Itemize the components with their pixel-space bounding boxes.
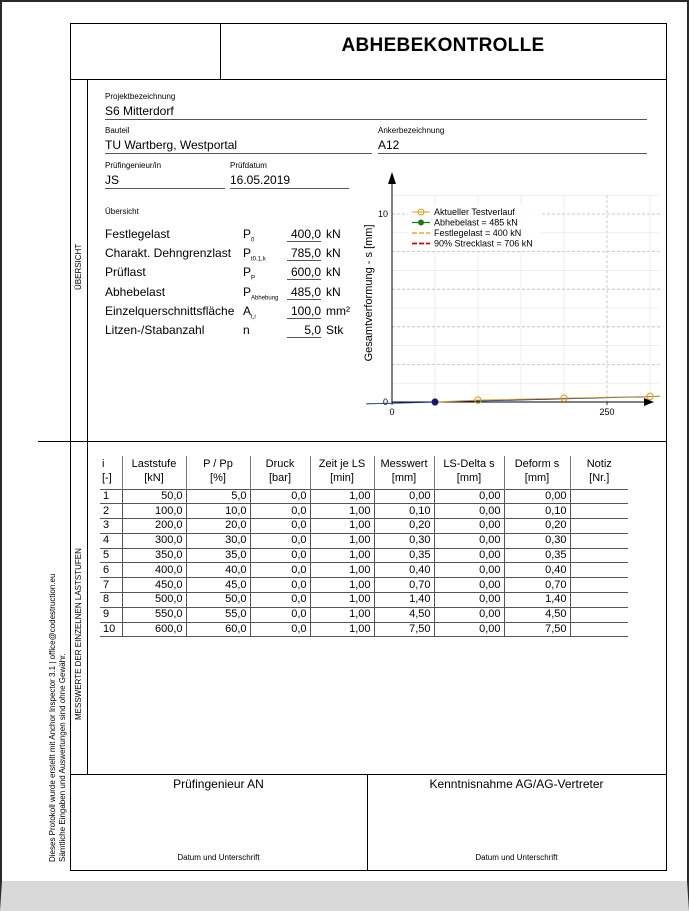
table-cell: 10,0	[186, 504, 250, 519]
table-cell: 4	[100, 533, 122, 548]
table-cell: 0,00	[434, 563, 504, 578]
table-header-label: Zeit je LS	[318, 458, 366, 470]
table-cell: 5	[100, 548, 122, 563]
table-cell: 1,00	[310, 504, 374, 519]
table-header-row	[100, 456, 628, 489]
signature-right-title: Kenntnisnahme AG/AG-Vertreter	[429, 777, 604, 791]
table-row	[100, 622, 628, 637]
table-cell: 30,0	[186, 533, 250, 548]
border-title-bottom	[70, 79, 667, 80]
test-date-label: Prüfdatum	[230, 161, 267, 170]
param-value: 100,0	[287, 304, 321, 319]
signature-left-subtitle: Datum und Unterschrift	[177, 853, 260, 862]
table-cell: 0,0	[250, 622, 310, 637]
overview-heading: Übersicht	[105, 207, 139, 216]
table-cell: 0,00	[374, 489, 434, 504]
table-cell: 0,0	[250, 578, 310, 593]
y-axis-label: Gesamtverformung - s [mm]	[363, 224, 375, 362]
signature-left-title: Prüfingenieur AN	[173, 777, 264, 791]
legend-label: Aktueller Testverlauf	[434, 207, 515, 217]
test-date-value: 16.05.2019	[230, 173, 349, 189]
footer-note-line2: Sämtliche Eingaben und Auswertungen sind ohne Gewähr.	[58, 653, 67, 862]
table-cell: 0,0	[250, 548, 310, 563]
table-cell: 0,0	[250, 504, 310, 519]
footer-note-line1: Dieses Protokoll wurde erstellt mit Anchor Inspector 3.1 | office@codestruction.eu	[48, 573, 57, 862]
table-cell	[570, 622, 628, 637]
table-cell: 4,50	[374, 607, 434, 622]
table-cell: 0,0	[250, 593, 310, 608]
anchor-label: Ankerbezeichnung	[378, 126, 445, 135]
table-header-cell	[250, 456, 310, 489]
table-cell: 0,35	[374, 548, 434, 563]
table-cell: 8	[100, 593, 122, 608]
table-header-unit: [Nr.]	[589, 472, 610, 484]
component-value: TU Wartberg, Westportal	[105, 138, 372, 154]
table-cell: 0,0	[250, 563, 310, 578]
table-cell: 0,20	[374, 519, 434, 534]
table-cell: 0,00	[434, 504, 504, 519]
table-header-cell	[310, 456, 374, 489]
table-cell: 0,0	[250, 519, 310, 534]
param-label: Prüflast	[105, 265, 146, 280]
table-header-unit: [mm]	[456, 472, 482, 484]
param-value: 400,0	[287, 227, 321, 242]
table-cell: 1,00	[310, 489, 374, 504]
param-symbol: $P_{t0.1,k}$	[243, 246, 266, 263]
table-cell: 500,0	[122, 593, 186, 608]
table-cell: 600,0	[122, 622, 186, 637]
legend-swatch-marker	[418, 220, 424, 226]
table-cell: 40,0	[186, 563, 250, 578]
x-tick-label: 0	[389, 407, 395, 417]
param-unit: kN	[326, 265, 341, 280]
table-cell: 1,00	[310, 593, 374, 608]
table-header-label: i	[102, 458, 105, 470]
table-cell: 0,00	[434, 593, 504, 608]
table-cell	[570, 548, 628, 563]
table-cell: 3	[100, 519, 122, 534]
measurement-table	[100, 456, 628, 637]
table-cell: 5,0	[186, 489, 250, 504]
table-cell: 1,00	[310, 622, 374, 637]
param-label: Einzelquerschnittsfläche	[105, 303, 235, 318]
y-tick-label: 0	[382, 397, 388, 407]
table-cell	[570, 607, 628, 622]
param-symbol: $P_{Abhebung}$	[243, 284, 279, 301]
table-cell: 1,00	[310, 533, 374, 548]
table-header-label: Druck	[265, 458, 295, 470]
series-line-measured	[435, 261, 660, 402]
y-axis-arrow	[388, 172, 396, 184]
table-row	[100, 489, 628, 504]
table-cell: 7,50	[374, 622, 434, 637]
table-row	[100, 533, 628, 548]
param-value: 785,0	[287, 246, 321, 261]
table-row	[100, 504, 628, 519]
table-header-label: Notiz	[586, 458, 612, 470]
table-cell: 0,00	[434, 622, 504, 637]
param-unit: kN	[326, 246, 341, 261]
param-symbol-subscript: 0	[251, 237, 255, 244]
param-symbol-subscript: t,i	[251, 314, 256, 321]
table-cell: 350,0	[122, 548, 186, 563]
component-label: Bauteil	[105, 126, 130, 135]
border-left	[70, 23, 71, 871]
param-unit: kN	[326, 227, 341, 241]
table-cell: 0,00	[434, 489, 504, 504]
param-row	[105, 265, 375, 284]
table-header-unit: [min]	[330, 472, 354, 484]
page-title: ABHEBEKONTROLLE	[341, 35, 545, 56]
table-cell	[570, 593, 628, 608]
table-cell	[570, 563, 628, 578]
table-header-unit: [mm]	[524, 472, 550, 484]
table-cell: 0,35	[504, 548, 570, 563]
table-header-label: Messwert	[380, 458, 428, 470]
table-cell: 200,0	[122, 519, 186, 534]
param-unit: Stk	[326, 323, 344, 337]
table-cell: 450,0	[122, 578, 186, 593]
table-cell: 0,10	[504, 504, 570, 519]
table-cell: 45,0	[186, 578, 250, 593]
table-cell: 1,00	[310, 578, 374, 593]
load-deformation-chart	[340, 160, 660, 435]
border-side-column	[87, 79, 88, 774]
table-cell: 0,30	[374, 533, 434, 548]
table-cell: 0,00	[434, 607, 504, 622]
table-header-cell	[570, 456, 628, 489]
table-cell: 1	[100, 489, 122, 504]
table-cell	[570, 519, 628, 534]
table-body	[100, 489, 628, 637]
param-row	[105, 246, 375, 265]
param-symbol: $P_P$	[243, 265, 256, 282]
param-value: 485,0	[287, 285, 321, 300]
table-cell: 60,0	[186, 622, 250, 637]
project-value: S6 Mitterdorf	[105, 104, 647, 120]
table-cell: 0,00	[434, 548, 504, 563]
table-cell: 1,00	[310, 519, 374, 534]
table-cell: 400,0	[122, 563, 186, 578]
table-cell: 1,00	[310, 548, 374, 563]
param-label: Charakt. Dehngrenzlast	[105, 246, 232, 261]
param-unit: mm²	[326, 303, 350, 318]
x-tick-label: 250	[599, 407, 615, 417]
table-cell: 100,0	[122, 504, 186, 519]
table-header-label: Deform s	[514, 458, 560, 470]
table-cell: 50,0	[122, 489, 186, 504]
table-cell: 1,40	[504, 593, 570, 608]
table-header-cell	[100, 456, 122, 489]
table-cell: 35,0	[186, 548, 250, 563]
engineer-label: Prüfingenieur/in	[105, 161, 162, 170]
table-cell: 1,00	[310, 563, 374, 578]
table-header-cell	[434, 456, 504, 489]
table-header-unit: [mm]	[391, 472, 417, 484]
table-cell: 9	[100, 607, 122, 622]
table-header-cell	[374, 456, 434, 489]
param-symbol: $P_0$	[243, 227, 255, 244]
table-cell	[570, 504, 628, 519]
param-row	[105, 304, 375, 323]
table-row	[100, 593, 628, 608]
table-header-label: P / Pp	[203, 458, 233, 470]
table-cell: 550,0	[122, 607, 186, 622]
table-cell: 0,00	[434, 519, 504, 534]
table-header-cell	[122, 456, 186, 489]
table-cell: 1,40	[374, 593, 434, 608]
legend-label: Festlegelast = 400 kN	[434, 228, 522, 238]
project-label: Projektbezeichnung	[105, 92, 176, 101]
table-cell: 0,10	[374, 504, 434, 519]
border-signature-top	[70, 774, 667, 775]
table-cell: 0,00	[504, 489, 570, 504]
table-cell: 1,00	[310, 607, 374, 622]
table-header-unit: [-]	[102, 472, 112, 484]
table-row	[100, 578, 628, 593]
param-row	[105, 227, 375, 246]
table-row	[100, 607, 628, 622]
param-symbol-subscript: t0.1,k	[251, 256, 266, 263]
table-cell: 0,0	[250, 489, 310, 504]
table-cell: 7	[100, 578, 122, 593]
border-section-divider	[38, 441, 667, 442]
table-header-label: LS-Delta s	[443, 458, 495, 470]
param-unit: kN	[326, 284, 341, 299]
param-symbol-subscript: P	[251, 275, 256, 282]
table-row	[100, 563, 628, 578]
table-cell: 7,50	[504, 622, 570, 637]
param-label: Abhebelast	[105, 284, 166, 299]
table-cell: 0,00	[434, 578, 504, 593]
table-header-unit: [%]	[210, 472, 226, 484]
table-cell: 0,70	[374, 578, 434, 593]
table-cell	[570, 489, 628, 504]
table-row	[100, 548, 628, 563]
table-header-cell	[186, 456, 250, 489]
section-label-overview: ÜBERSICHT	[74, 243, 83, 290]
table-cell: 0,0	[250, 607, 310, 622]
table-cell: 55,0	[186, 607, 250, 622]
table-header-label: Laststufe	[131, 458, 177, 470]
table-header-cell	[504, 456, 570, 489]
legend-label: Abhebelast = 485 kN	[434, 217, 518, 228]
param-symbol-subscript: Abhebung	[251, 294, 279, 301]
table-cell: 50,0	[186, 593, 250, 608]
table-header-unit: [bar]	[268, 472, 291, 484]
engineer-value: JS	[105, 173, 225, 189]
param-label: Festlegelast	[105, 227, 170, 241]
table-cell	[570, 578, 628, 593]
table-cell: 0,0	[250, 533, 310, 548]
param-row	[105, 285, 375, 304]
border-right	[666, 23, 667, 871]
param-value: 5,0	[287, 323, 321, 338]
table-cell: 2	[100, 504, 122, 519]
table-cell: 20,0	[186, 519, 250, 534]
y-tick-label: 10	[377, 209, 388, 219]
param-row	[105, 323, 375, 342]
table-cell	[570, 533, 628, 548]
section-label-measurements: MESSWERTE DER EINZELNEN LASTSTUFEN	[74, 548, 83, 720]
table-cell: 6	[100, 563, 122, 578]
anchor-value: A12	[378, 138, 647, 154]
table-cell: 0,30	[504, 533, 570, 548]
table-cell: 4,50	[504, 607, 570, 622]
table-cell: 0,70	[504, 578, 570, 593]
legend-label: 90% Strecklast = 706 kN	[434, 238, 533, 249]
param-symbol: $A_{t,i}$	[243, 303, 256, 321]
series-point-evaluated	[432, 399, 438, 405]
param-symbol: n	[243, 323, 250, 337]
signature-right-subtitle: Datum und Unterschrift	[475, 853, 558, 862]
table-cell: 10	[100, 622, 122, 637]
table-cell: 300,0	[122, 533, 186, 548]
param-label: Litzen-/Stabanzahl	[105, 323, 205, 337]
table-cell: 0,40	[504, 563, 570, 578]
table-row	[100, 519, 628, 534]
param-value: 600,0	[287, 265, 321, 280]
table-cell: 0,20	[504, 519, 570, 534]
table-cell: 0,00	[434, 533, 504, 548]
table-header-unit: [kN]	[144, 472, 164, 484]
border-bottom	[70, 870, 667, 871]
table-cell: 0,40	[374, 563, 434, 578]
